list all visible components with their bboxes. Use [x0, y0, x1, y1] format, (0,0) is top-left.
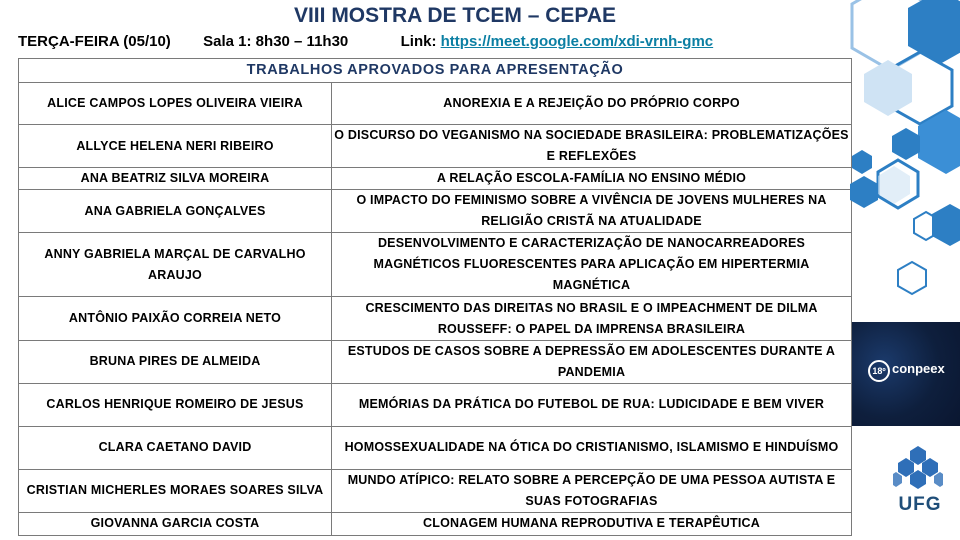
student-name: GIOVANNA GARCIA COSTA: [19, 512, 332, 535]
student-name: ALICE CAMPOS LOPES OLIVEIRA VIEIRA: [19, 83, 332, 125]
table-row: [19, 168, 852, 190]
student-name: ANA BEATRIZ SILVA MOREIRA: [19, 168, 332, 190]
table-row: [19, 512, 852, 535]
work-title: O IMPACTO DO FEMINISMO SOBRE A VIVÊNCIA DE JOVENS MULHERES NA RELIGIÃO CRISTÃ NA ATUALIDADE: [332, 190, 852, 233]
session-day: TERÇA-FEIRA (05/10): [18, 33, 171, 50]
hexagon-decoration: [850, 0, 960, 322]
work-title: HOMOSSEXUALIDADE NA ÓTICA DO CRISTIANISMO, ISLAMISMO E HINDUÍSMO: [332, 426, 852, 469]
work-title: O DISCURSO DO VEGANISMO NA SOCIEDADE BRASILEIRA: PROBLEMATIZAÇÕES E REFLEXÕES: [332, 125, 852, 168]
table-row: [19, 426, 852, 469]
work-title: DESENVOLVIMENTO E CARACTERIZAÇÃO DE NANOCARREADORES MAGNÉTICOS FLUORESCENTES PARA APLICAÇÃO EM HIPERTERMIA MAGNÉTICA: [332, 233, 852, 297]
presentations-table: [18, 58, 852, 536]
student-name: ANA GABRIELA GONÇALVES: [19, 190, 332, 233]
student-name: CARLOS HENRIQUE ROMEIRO DE JESUS: [19, 383, 332, 426]
meeting-link[interactable]: https://meet.google.com/xdi-vrnh-gmc: [440, 33, 714, 50]
table-row: [19, 83, 852, 125]
student-name: ANTÔNIO PAIXÃO CORREIA NETO: [19, 297, 332, 340]
student-name: CRISTIAN MICHERLES MORAES SOARES SILVA: [19, 469, 332, 512]
work-title: CLONAGEM HUMANA REPRODUTIVA E TERAPÊUTICA: [332, 512, 852, 535]
student-name: CLARA CAETANO DAVID: [19, 426, 332, 469]
work-title: A RELAÇÃO ESCOLA-FAMÍLIA NO ENSINO MÉDIO: [332, 168, 852, 190]
page-title: VIII MOSTRA DE TCEM – CEPAE: [293, 4, 617, 27]
work-title: CRESCIMENTO DAS DIREITAS NO BRASIL E O IMPEACHMENT DE DILMA ROUSSEFF: O PAPEL DA IMPRENSA BRASILEIRA: [332, 297, 852, 340]
session-room: Sala 1: 8h30 – 11h30: [203, 33, 349, 50]
work-title: ANOREXIA E A REJEIÇÃO DO PRÓPRIO CORPO: [332, 83, 852, 125]
hexagon-shape: [850, 0, 960, 294]
conpeex-logo: conpeex: [892, 361, 945, 376]
work-title: MEMÓRIAS DA PRÁTICA DO FUTEBOL DE RUA: LUDICIDADE E BEM VIVER: [332, 383, 852, 426]
conpeex-banner: [852, 322, 960, 426]
link-label: Link:: [400, 33, 437, 50]
work-title: ESTUDOS DE CASOS SOBRE A DEPRESSÃO EM ADOLESCENTES DURANTE A PANDEMIA: [332, 340, 852, 383]
table-header: TRABALHOS APROVADOS PARA APRESENTAÇÃO: [19, 59, 852, 83]
student-name: ANNY GABRIELA MARÇAL DE CARVALHO ARAUJO: [19, 233, 332, 297]
work-title: MUNDO ATÍPICO: RELATO SOBRE A PERCEPÇÃO DE UMA PESSOA AUTISTA E SUAS FOTOGRAFIAS: [332, 469, 852, 512]
ufg-wordmark: UFG: [898, 494, 942, 515]
table-row: [19, 297, 852, 340]
session-info: [18, 33, 858, 50]
student-name: ALLYCE HELENA NERI RIBEIRO: [19, 125, 332, 168]
table-row: [19, 190, 852, 233]
table-row: [19, 383, 852, 426]
table-row: [19, 233, 852, 297]
ufg-logo-icon: [893, 446, 943, 492]
conpeex-edition: 18º: [868, 360, 890, 382]
table-row: [19, 469, 852, 512]
table-row: [19, 340, 852, 383]
student-name: BRUNA PIRES DE ALMEIDA: [19, 340, 332, 383]
table-row: [19, 125, 852, 168]
